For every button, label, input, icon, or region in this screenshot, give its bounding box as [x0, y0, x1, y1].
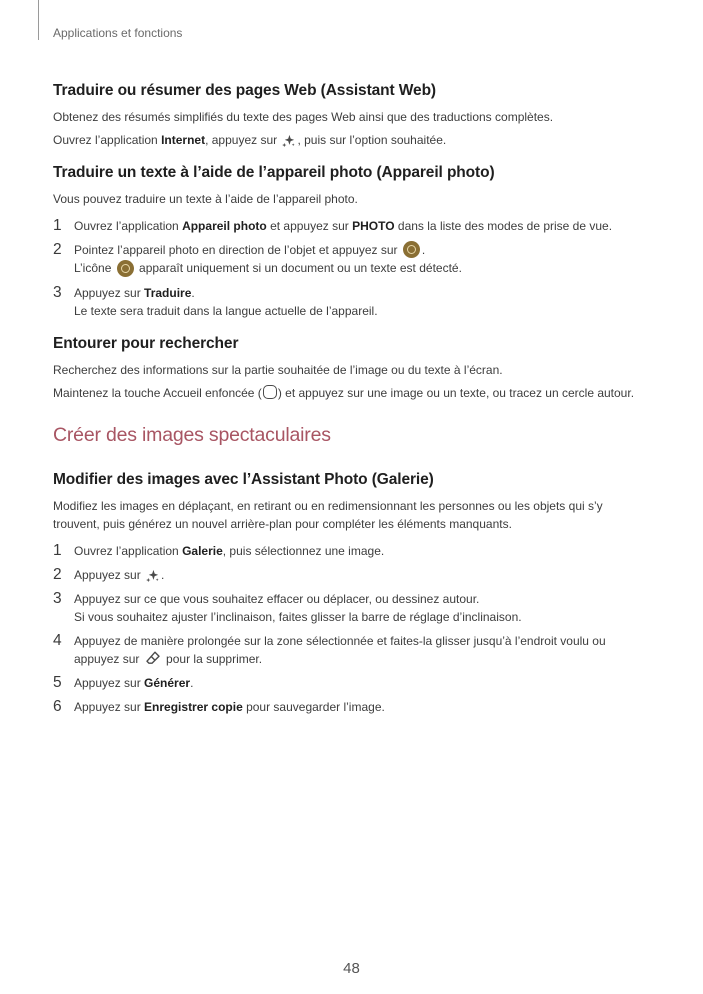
chapter-heading-wrap — [53, 424, 643, 447]
page-content — [53, 82, 643, 731]
paragraph: Vous pouvez traduire un texte à l’aide de l’appareil photo. — [53, 192, 358, 206]
section-title-photo-assist: Modifier des images avec l’Assistant Photo (Galerie) — [53, 470, 434, 488]
sparkle-icon — [145, 568, 160, 583]
list-item: 1 Ouvrez l’application Appareil photo et appuyez sur PHOTO dans la liste des modes de prise de vue. — [53, 217, 613, 234]
paragraph: Recherchez des informations sur la partie souhaitée de l’image ou du texte à l’écran. — [53, 362, 503, 377]
list-item: 6 Appuyez sur Enregistrer copie pour sauvegarder l’image. — [53, 697, 385, 715]
chapter-title: Créer des images spectaculaires — [53, 423, 331, 446]
section-circle-search — [53, 335, 643, 402]
camera-translate-icon — [117, 260, 134, 277]
step-number: 6 — [53, 697, 62, 715]
paragraph: Ouvrez l’application Internet, appuyez sur , puis sur l’option souhaitée. — [53, 133, 447, 147]
section-web-assistant — [53, 82, 643, 149]
paragraph: Modifiez les images en déplaçant, en retirant ou en redimensionnant les personnes ou les objets qui s’y trouvent, puis générez un nouvel arrière-plan pour compléter les éléments manquants. — [53, 498, 603, 531]
list-item: 1 Ouvrez l’application Galerie, puis sélectionnez une image. — [53, 541, 385, 559]
list-item: 5 Appuyez sur Générer. — [53, 673, 194, 691]
step-number: 1 — [53, 541, 62, 559]
margin-rule — [38, 0, 39, 40]
step-number: 4 — [53, 631, 62, 649]
list-item: 2 Pointez l’appareil photo en direction de l’objet et appuyez sur . L’icône apparaît uniquement si un document ou un texte est détecté. — [53, 241, 462, 276]
paragraph: Obtenez des résumés simplifiés du texte des pages Web ainsi que des traductions complètes. — [53, 110, 554, 124]
paragraph: Maintenez la touche Accueil enfoncée ( ) et appuyez sur une image ou un texte, ou tracez un cercle autour. — [53, 385, 635, 400]
step-number: 3 — [53, 589, 62, 607]
step-number: 1 — [53, 217, 62, 234]
section-camera-translate — [53, 164, 643, 320]
list-item: 3 Appuyez sur Traduire. Le texte sera traduit dans la langue actuelle de l’appareil. — [53, 283, 378, 318]
section-title-circle-search: Entourer pour rechercher — [53, 334, 239, 352]
step-number: 5 — [53, 673, 62, 691]
eraser-icon — [145, 650, 161, 666]
camera-translate-icon — [403, 241, 420, 258]
running-header: Applications et fonctions — [53, 26, 183, 40]
list-item: 2 Appuyez sur . — [53, 565, 165, 583]
list-item: 3 Appuyez sur ce que vous souhaitez effacer ou déplacer, ou dessinez autour. Si vous souhaitez ajuster l’inclinaison, faites glisser la barre de réglage d’inclinaison. — [53, 589, 522, 624]
page-number: 48 — [343, 960, 360, 977]
section-photo-assist — [53, 471, 643, 716]
step-number: 2 — [53, 241, 62, 258]
step-number: 3 — [53, 283, 62, 301]
step-number: 2 — [53, 565, 62, 583]
list-item: 4 Appuyez de manière prolongée sur la zone sélectionnée et faites-la glisser jusqu’à l’endroit voulu ou appuyez sur pour la supprimer. — [53, 631, 606, 666]
sparkle-icon — [281, 133, 296, 148]
section-title-camera: Traduire un texte à l’aide de l’appareil photo (Appareil photo) — [53, 164, 495, 181]
home-key-icon — [263, 385, 277, 399]
section-title-web-assistant: Traduire ou résumer des pages Web (Assistant Web) — [53, 82, 436, 99]
